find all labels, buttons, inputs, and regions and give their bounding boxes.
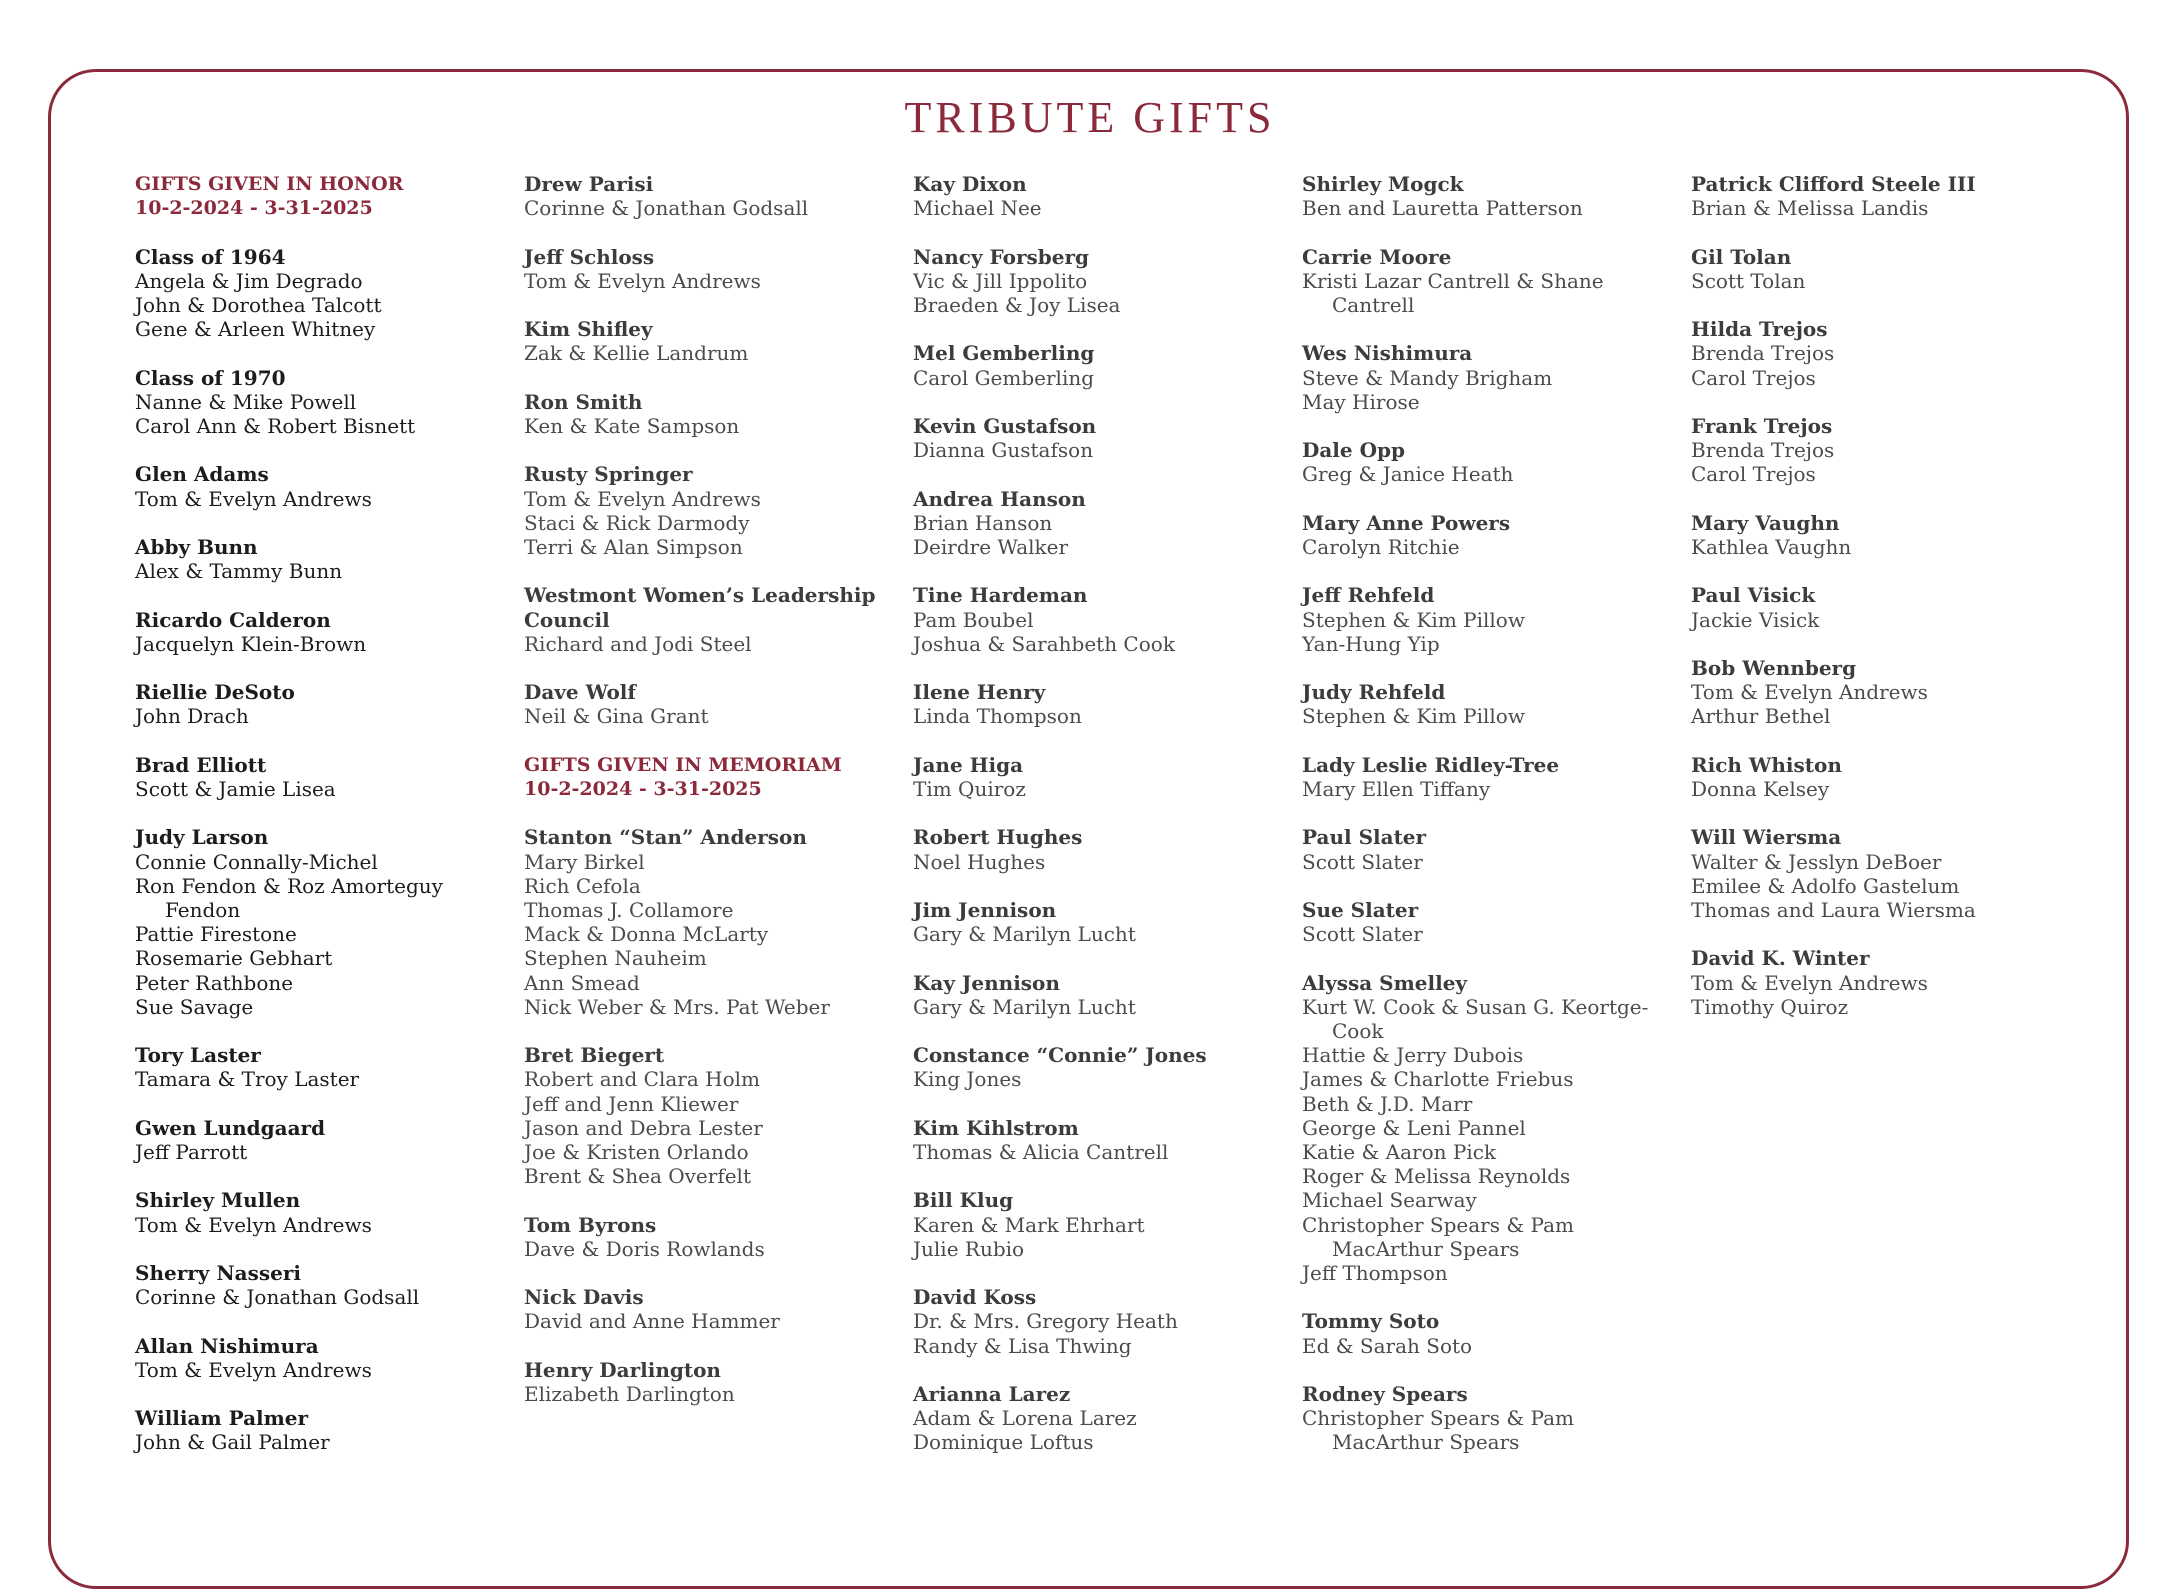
donor-name: Stephen Nauheim	[524, 946, 707, 971]
honoree-name: Nick Davis	[524, 1285, 644, 1310]
donor-name: Brian & Melissa Landis	[1691, 196, 1929, 221]
donor-name: Tom & Evelyn Andrews	[135, 1357, 372, 1382]
donor-name: Jeff and Jenn Kliewer	[524, 1091, 739, 1116]
column-4	[1302, 172, 1682, 1479]
donor-name: John & Dorothea Talcott	[135, 293, 382, 317]
tribute-entry	[524, 1285, 904, 1333]
donor-name: Joe & Kristen Orlando	[524, 1139, 749, 1164]
donor-name: Donna Kelsey	[1691, 776, 1830, 801]
donor-name: Brian Hanson	[913, 510, 1053, 535]
tribute-entry	[913, 680, 1293, 728]
tribute-entry	[1691, 511, 2071, 559]
donor-name: Tom & Evelyn Andrews	[524, 268, 761, 293]
honoree-name: Ron Smith	[524, 389, 643, 414]
tribute-entry	[913, 172, 1293, 220]
donor-name: Jackie Visick	[1691, 607, 1820, 632]
donor-name: Ben and Lauretta Patterson	[1302, 196, 1583, 221]
honoree-name: Abby Bunn	[135, 534, 258, 559]
tribute-entry	[1691, 414, 2071, 487]
donor-name: Dianna Gustafson	[913, 438, 1094, 463]
honoree-name: Tory Laster	[135, 1043, 261, 1068]
tribute-entry	[1302, 511, 1682, 559]
honoree-name: Paul Visick	[1691, 583, 1816, 608]
donor-name: Dominique Loftus	[913, 1430, 1094, 1455]
donor-name: Michael Searway	[1302, 1188, 1477, 1213]
tribute-entry	[524, 1213, 904, 1261]
honoree-name: Gwen Lundgaard	[135, 1115, 326, 1140]
donor-name: Tim Quiroz	[913, 776, 1026, 801]
donor-name: Scott Slater	[1302, 922, 1423, 947]
tribute-entry	[1302, 898, 1682, 946]
donor-name: Dave & Doris Rowlands	[524, 1236, 765, 1261]
tribute-entry	[1302, 825, 1682, 873]
honoree-name: Patrick Clifford Steele III	[1691, 172, 1976, 196]
tribute-entry	[1302, 245, 1682, 318]
donor-name: Mack & Donna McLarty	[524, 922, 769, 947]
column-5	[1691, 172, 2071, 1043]
honoree-name: Ricardo Calderon	[135, 607, 331, 632]
donor-name: Julie Rubio	[913, 1236, 1025, 1261]
donor-name: Kathlea Vaughn	[1691, 534, 1852, 559]
donor-name: Brenda Trejos	[1691, 438, 1835, 463]
donor-name: Christopher Spears & Pam MacArthur Spears	[1302, 1212, 1574, 1261]
donor-name: Corinne & Jonathan Godsall	[135, 1285, 420, 1310]
tribute-entry	[1691, 753, 2071, 801]
tribute-entry	[913, 414, 1293, 462]
donor-name: Stephen & Kim Pillow	[1302, 607, 1525, 632]
tribute-entry	[913, 1285, 1293, 1358]
donor-name: Brent & Shea Overfelt	[524, 1164, 751, 1189]
honoree-name: Sue Slater	[1302, 897, 1419, 922]
honoree-name: Alyssa Smelley	[1302, 970, 1468, 995]
honoree-name: Shirley Mullen	[135, 1188, 301, 1213]
honoree-name: Class of 1970	[135, 365, 286, 390]
donor-name: Roger & Melissa Reynolds	[1302, 1164, 1571, 1189]
donor-name: May Hirose	[1302, 389, 1420, 414]
donor-name: Timothy Quiroz	[1691, 994, 1849, 1019]
donor-name: Scott & Jamie Lisea	[135, 776, 336, 801]
donor-name: Deirdre Walker	[913, 534, 1069, 559]
tribute-entry	[1302, 1382, 1682, 1455]
honoree-name: Judy Rehfeld	[1302, 680, 1446, 705]
donor-name: Staci & Rick Darmody	[524, 510, 750, 535]
honoree-name: Arianna Larez	[913, 1381, 1071, 1406]
honoree-name: Shirley Mogck	[1302, 172, 1464, 196]
donor-name: Kristi Lazar Cantrell & Shane Cantrell	[1302, 268, 1604, 317]
honoree-name: Jeff Rehfeld	[1302, 583, 1435, 608]
honoree-name: Tommy Soto	[1302, 1309, 1440, 1334]
honoree-name: Dale Opp	[1302, 438, 1405, 463]
honoree-name: Nancy Forsberg	[913, 244, 1090, 269]
honoree-name: David K. Winter	[1691, 946, 1870, 971]
donor-name: Karen & Mark Ehrhart	[913, 1212, 1145, 1237]
column-2	[524, 172, 904, 1430]
donor-name: Ron Fendon & Roz Amorteguy Fendon	[135, 873, 443, 922]
donor-name: Vic & Jill Ippolito	[913, 268, 1088, 293]
donor-name: Nick Weber & Mrs. Pat Weber	[524, 994, 830, 1019]
donor-name: Thomas and Laura Wiersma	[1691, 897, 1976, 922]
tribute-entry	[135, 1334, 515, 1382]
donor-name: Katie & Aaron Pick	[1302, 1139, 1497, 1164]
honoree-name: William Palmer	[135, 1406, 309, 1431]
honoree-name: Allan Nishimura	[135, 1333, 319, 1358]
donor-name: Arthur Bethel	[1691, 704, 1831, 729]
tribute-entry	[524, 317, 904, 365]
tribute-entry	[524, 172, 904, 220]
tribute-entry	[1691, 172, 2071, 220]
honoree-name: Dave Wolf	[524, 680, 636, 705]
donor-name: Ann Smead	[524, 970, 640, 995]
donor-name: Kurt W. Cook & Susan G. Keortge-Cook	[1302, 994, 1649, 1043]
donor-name: Beth & J.D. Marr	[1302, 1091, 1473, 1116]
honoree-name: Brad Elliott	[135, 752, 267, 777]
honoree-name: Tom Byrons	[524, 1212, 657, 1237]
tribute-entry	[913, 245, 1293, 318]
honoree-name: Will Wiersma	[1691, 825, 1842, 850]
donor-name: Walter & Jesslyn DeBoer	[1691, 849, 1942, 874]
donor-name: Randy & Lisa Thwing	[913, 1333, 1132, 1358]
donor-name: Zak & Kellie Landrum	[524, 341, 749, 366]
honoree-name: Class of 1964	[135, 244, 286, 269]
donor-name: Tom & Evelyn Andrews	[1691, 970, 1928, 995]
honoree-name: Mel Gemberling	[913, 341, 1095, 366]
donor-name: Richard and Jodi Steel	[524, 631, 752, 656]
tribute-entry	[913, 971, 1293, 1019]
donor-name: Joshua & Sarahbeth Cook	[913, 631, 1175, 656]
donor-name: Emilee & Adolfo Gastelum	[1691, 873, 1960, 898]
honoree-name: Rich Whiston	[1691, 752, 1842, 777]
tribute-entry	[1302, 753, 1682, 801]
donor-name: Ken & Kate Sampson	[524, 413, 740, 438]
honoree-name: Hilda Trejos	[1691, 317, 1828, 342]
section-heading	[135, 172, 515, 220]
column-1	[135, 172, 515, 1479]
honoree-name: Ilene Henry	[913, 680, 1046, 705]
tribute-entry	[524, 462, 904, 559]
donor-name: Scott Slater	[1302, 849, 1423, 874]
donor-name: Noel Hughes	[913, 849, 1046, 874]
donor-name: Pam Boubel	[913, 607, 1034, 632]
donor-name: Jacquelyn Klein-Brown	[135, 631, 367, 656]
donor-name: Carol Ann & Robert Bisnett	[135, 414, 416, 438]
tribute-entry	[524, 245, 904, 293]
honoree-name: Henry Darlington	[524, 1357, 721, 1382]
column-3	[913, 172, 1293, 1479]
honoree-name: Carrie Moore	[1302, 244, 1452, 269]
donor-name: Neil & Gina Grant	[524, 704, 709, 729]
tribute-entry	[135, 1043, 515, 1091]
donor-name: Dr. & Mrs. Gregory Heath	[913, 1309, 1178, 1334]
honoree-name: Stanton “Stan” Anderson	[524, 825, 807, 850]
honoree-name: Bill Klug	[913, 1188, 1014, 1213]
honoree-name: Kevin Gustafson	[913, 413, 1097, 438]
tribute-entry	[1302, 172, 1682, 220]
tribute-entry	[913, 1043, 1293, 1091]
donor-name: Nanne & Mike Powell	[135, 389, 357, 414]
honoree-name: Rodney Spears	[1302, 1381, 1468, 1406]
honoree-name: Bob Wennberg	[1691, 655, 1857, 680]
tribute-entry	[1691, 825, 2071, 922]
tribute-entry	[135, 753, 515, 801]
donor-name: Jeff Thompson	[1302, 1260, 1448, 1285]
donor-name: John Drach	[135, 704, 249, 729]
donor-name: Carol Trejos	[1691, 365, 1816, 390]
donor-name: Corinne & Jonathan Godsall	[524, 196, 809, 221]
honoree-name: Mary Vaughn	[1691, 510, 1840, 535]
donor-name: Yan-Hung Yip	[1302, 631, 1440, 656]
donor-name: George & Leni Pannel	[1302, 1115, 1526, 1140]
honoree-name: Lady Leslie Ridley-Tree	[1302, 752, 1560, 777]
donor-name: Scott Tolan	[1691, 268, 1806, 293]
donor-name: Tom & Evelyn Andrews	[135, 1212, 372, 1237]
tribute-entry	[524, 390, 904, 438]
donor-name: Ed & Sarah Soto	[1302, 1333, 1473, 1358]
honoree-name: Bret Biegert	[524, 1043, 665, 1068]
donor-name: Tom & Evelyn Andrews	[1691, 680, 1928, 705]
tribute-entry	[913, 341, 1293, 389]
donor-name: Alex & Tammy Bunn	[135, 559, 343, 584]
donor-name: Braeden & Joy Lisea	[913, 293, 1121, 317]
tribute-entry	[1691, 583, 2071, 631]
donor-name: John & Gail Palmer	[135, 1430, 330, 1455]
tribute-entry	[1691, 946, 2071, 1019]
donor-name: Carol Gemberling	[913, 365, 1095, 390]
donor-name: Connie Connally-Michel	[135, 849, 378, 874]
donor-name: Jeff Parrott	[135, 1139, 248, 1164]
tribute-entry	[135, 1188, 515, 1236]
honoree-name: David Koss	[913, 1285, 1037, 1310]
tribute-entry	[913, 487, 1293, 560]
donor-name: James & Charlotte Friebus	[1302, 1067, 1574, 1092]
section-heading	[524, 753, 904, 801]
donor-name: Gary & Marilyn Lucht	[913, 922, 1136, 947]
donor-name: Stephen & Kim Pillow	[1302, 704, 1525, 729]
honoree-name: Judy Larson	[135, 825, 269, 850]
section-heading-date-range: 10-2-2024 - 3-31-2025	[524, 777, 762, 800]
section-heading-date-range: 10-2-2024 - 3-31-2025	[135, 197, 373, 220]
donor-name: Rich Cefola	[524, 873, 641, 898]
tribute-entry	[524, 680, 904, 728]
honoree-name: Sherry Nasseri	[135, 1260, 301, 1285]
donor-name: Michael Nee	[913, 196, 1042, 221]
tribute-entry	[135, 1261, 515, 1309]
donor-name: David and Anne Hammer	[524, 1309, 780, 1334]
honoree-name: Kim Shifley	[524, 317, 653, 342]
tribute-entry	[135, 245, 515, 342]
honoree-name: Mary Anne Powers	[1302, 510, 1511, 535]
tribute-entry	[135, 825, 515, 1019]
donor-name: Angela & Jim Degrado	[135, 268, 363, 293]
tribute-entry	[913, 898, 1293, 946]
tribute-entry	[1302, 583, 1682, 656]
donor-name: Sue Savage	[135, 994, 254, 1019]
honoree-name: Jim Jennison	[913, 897, 1057, 922]
honoree-name: Riellie DeSoto	[135, 680, 295, 705]
donor-name: Pattie Firestone	[135, 922, 297, 947]
donor-name: Tom & Evelyn Andrews	[524, 486, 761, 511]
donor-name: Rosemarie Gebhart	[135, 946, 333, 971]
donor-name: Gary & Marilyn Lucht	[913, 994, 1136, 1019]
section-heading-title: GIFTS GIVEN IN HONOR	[135, 173, 404, 195]
donor-name: Thomas J. Collamore	[524, 897, 734, 922]
tribute-entry	[524, 825, 904, 1019]
honoree-name: Drew Parisi	[524, 172, 654, 196]
donor-name: Greg & Janice Heath	[1302, 462, 1514, 487]
tribute-entry	[135, 1116, 515, 1164]
tribute-entry	[524, 1043, 904, 1188]
honoree-name: Jane Higa	[913, 752, 1024, 777]
honoree-name: Kay Jennison	[913, 970, 1060, 995]
tribute-entry	[913, 1382, 1293, 1455]
donor-name: Thomas & Alicia Cantrell	[913, 1139, 1169, 1164]
tribute-entry	[135, 608, 515, 656]
tribute-entry	[1302, 1309, 1682, 1357]
donor-name: Hattie & Jerry Dubois	[1302, 1043, 1524, 1068]
tribute-entry	[913, 1116, 1293, 1164]
honoree-name: Wes Nishimura	[1302, 341, 1473, 366]
honoree-name: Andrea Hanson	[913, 486, 1086, 511]
donor-name: Carol Trejos	[1691, 462, 1816, 487]
tribute-entry	[1302, 680, 1682, 728]
honoree-name: Constance “Connie” Jones	[913, 1043, 1207, 1068]
donor-name: Mary Birkel	[524, 849, 645, 874]
honoree-name: Tine Hardeman	[913, 583, 1088, 608]
tribute-entry	[135, 462, 515, 510]
donor-name: Elizabeth Darlington	[524, 1381, 735, 1406]
donor-name: Jason and Debra Lester	[524, 1115, 763, 1140]
tribute-entry	[1691, 656, 2071, 729]
honoree-name: Frank Trejos	[1691, 413, 1833, 438]
tribute-entry	[135, 366, 515, 439]
tribute-entry	[1691, 317, 2071, 390]
tribute-entry	[135, 1406, 515, 1454]
page-title: TRIBUTE GIFTS	[904, 93, 1276, 142]
honoree-name: Paul Slater	[1302, 825, 1427, 850]
tribute-entry	[1691, 245, 2071, 293]
donor-name: Peter Rathbone	[135, 970, 294, 995]
donor-name: Steve & Mandy Brigham	[1302, 365, 1553, 390]
honoree-name: Westmont Women’s Leadership Council	[524, 583, 876, 632]
donor-name: Tamara & Troy Laster	[135, 1067, 360, 1092]
tribute-entry	[1302, 438, 1682, 486]
donor-name: Terri & Alan Simpson	[524, 534, 743, 559]
tribute-entry	[913, 825, 1293, 873]
tribute-entry	[524, 1358, 904, 1406]
tribute-entry	[135, 680, 515, 728]
honoree-name: Jeff Schloss	[524, 244, 655, 269]
donor-name: Brenda Trejos	[1691, 341, 1835, 366]
donor-name: Christopher Spears & Pam MacArthur Spears	[1302, 1406, 1574, 1455]
tribute-entry	[913, 583, 1293, 656]
tribute-entry	[913, 753, 1293, 801]
donor-name: Robert and Clara Holm	[524, 1067, 760, 1092]
tribute-entry	[913, 1188, 1293, 1261]
donor-name: Carolyn Ritchie	[1302, 534, 1460, 559]
donor-name: Tom & Evelyn Andrews	[135, 486, 372, 511]
honoree-name: Kim Kihlstrom	[913, 1115, 1079, 1140]
donor-name: King Jones	[913, 1067, 1022, 1092]
donor-name: Mary Ellen Tiffany	[1302, 776, 1491, 801]
donor-name: Linda Thompson	[913, 704, 1082, 729]
tribute-entry	[524, 583, 904, 656]
honoree-name: Robert Hughes	[913, 825, 1083, 850]
tribute-entry	[135, 535, 515, 583]
honoree-name: Rusty Springer	[524, 462, 693, 487]
donor-name: Gene & Arleen Whitney	[135, 317, 376, 342]
honoree-name: Glen Adams	[135, 462, 269, 487]
honoree-name: Gil Tolan	[1691, 244, 1792, 269]
honoree-name: Kay Dixon	[913, 172, 1027, 196]
section-heading-title: GIFTS GIVEN IN MEMORIAM	[524, 753, 842, 776]
tribute-entry	[1302, 341, 1682, 414]
tribute-entry	[1302, 971, 1682, 1286]
donor-name: Adam & Lorena Larez	[913, 1406, 1137, 1431]
